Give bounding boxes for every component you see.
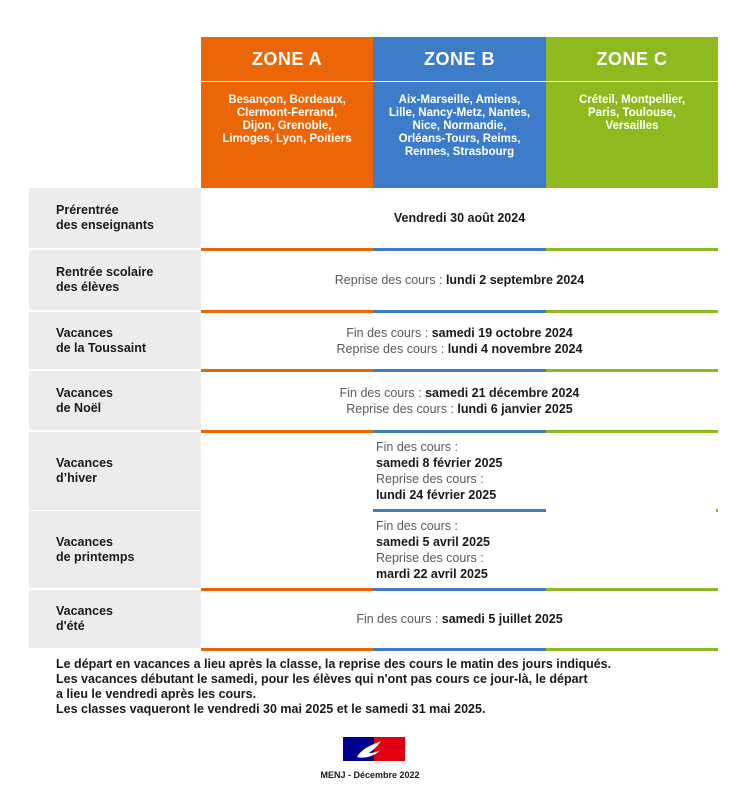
row-label-rentree: Rentrée scolaire des élèves: [29, 250, 201, 310]
separator-c: [546, 248, 718, 251]
zone-a-cities: Besançon, Bordeaux, Clermont-Ferrand, Dijon, Grenoble, Limoges, Lyon, Poitiers: [201, 82, 373, 188]
separator-c: [546, 310, 718, 313]
row-value-noel: Fin des cours : samedi 21 décembre 2024 Reprise des cours : lundi 6 janvier 2025: [339, 385, 580, 416]
separator-b: [373, 310, 546, 313]
footnote: Le départ en vacances a lieu après la classe, la reprise des cours le matin des jours indiqués. Les vacances débutant le samedi, pour les élèves qui n'ont pas cours ce jour-là, le départ a lieu le vendredi après les cours. Les classes vaqueront le vendredi 30 mai 2025 et le samedi 31 mai 2025.: [56, 657, 612, 716]
separator-c: [546, 588, 718, 591]
row-label-printemps: Vacances de printemps: [29, 511, 201, 588]
separator-c: [546, 369, 718, 372]
row-label-ete: Vacances d'été: [29, 590, 201, 648]
zone-c-header: ZONE C: [546, 37, 718, 81]
credit: MENJ - Décembre 2022: [320, 770, 420, 780]
separator-a: [201, 430, 373, 433]
separator-a: [201, 369, 373, 372]
row-value-hiver: Fin des cours : samedi 8 février 2025 Reprise des cours : lundi 24 février 2025: [376, 440, 503, 502]
separator-c: [546, 430, 718, 433]
zone-c-cities: Créteil, Montpellier, Paris, Toulouse, Versailles: [546, 82, 718, 188]
zone-b-cities: Aix-Marseille, Amiens, Lille, Nancy-Metz, Nantes, Nice, Normandie, Orléans-Tours, Reims, Rennes, Strasbourg: [373, 82, 546, 188]
zone-a-header: ZONE A: [201, 37, 373, 81]
row-label-toussaint: Vacances de la Toussaint: [29, 312, 201, 369]
zone-b-header: ZONE B: [373, 37, 546, 81]
row-label-noel: Vacances de Noël: [29, 371, 201, 430]
separator-a: [201, 588, 373, 591]
row-value-ete: Fin des cours : samedi 5 juillet 2025: [356, 612, 563, 626]
separator-b: [373, 509, 546, 512]
separator-a: [201, 310, 373, 313]
row-label-hiver: Vacances d’hiver: [29, 432, 201, 510]
row-value-toussaint: Fin des cours : samedi 19 octobre 2024 Reprise des cours : lundi 4 novembre 2024: [336, 325, 583, 356]
row-value-rentree: Reprise des cours : lundi 2 septembre 2024: [334, 273, 585, 287]
separator-b: [373, 248, 546, 251]
row-value-preentree: Vendredi 30 août 2024: [393, 211, 526, 225]
row-label-preentree: Prérentrée des enseignants: [29, 188, 201, 248]
row-value-printemps: Fin des cours : samedi 5 avril 2025 Reprise des cours : mardi 22 avril 2025: [376, 518, 490, 581]
separator-b: [373, 430, 546, 433]
republique-francaise-logo: [343, 735, 405, 763]
separator-b: [373, 588, 546, 591]
separator-c: [546, 648, 718, 651]
separator-c-tick: [716, 509, 718, 512]
separator-a: [201, 648, 373, 651]
separator-b: [373, 369, 546, 372]
separator-a: [201, 248, 373, 251]
separator-b: [373, 648, 546, 651]
